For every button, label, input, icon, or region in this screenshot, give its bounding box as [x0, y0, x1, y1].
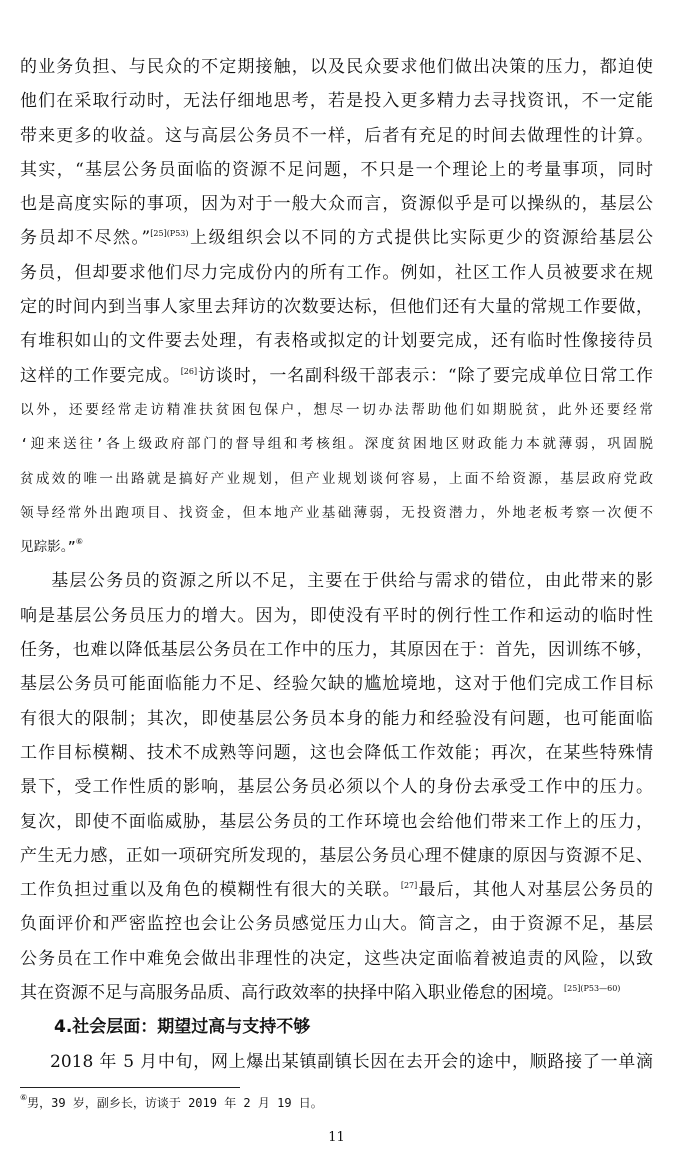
text-line: 其实，“基层公务员面临的资源不足问题，不只是一个理论上的考量事项，同时: [20, 159, 653, 180]
text-line: [20, 564, 653, 598]
citation-ref: [27]: [400, 881, 418, 891]
text-line: [20, 976, 653, 1010]
text-line: 工作目标模糊、技术不成熟等问题，这也会降低工作效能；再次，在某些特殊情: [20, 742, 653, 763]
footnote-divider: [20, 1087, 240, 1088]
paragraph-3: [20, 1045, 653, 1079]
text-line: 定的时间内到当事人家里去拜访的次数要达标，但他们还有大量的常规工作要做，: [20, 297, 653, 318]
text-line: 他们在采取行动时，无法仔细地思考，若是投入更多精力去寻找资讯，不一定能: [20, 91, 653, 112]
quote-line: 贫成效的唯一出路就是搞好产业规划，但产业规划谈何容易，上面不给资源，基层政府党政: [20, 470, 653, 487]
page-number: 11: [328, 1130, 345, 1145]
text-line: 公务员在工作中难免会做出非理性的决定，这些决定面临着被追责的风险，以致: [20, 948, 653, 969]
text-line: [20, 359, 653, 393]
text-line: 务员，但却要求他们尽力完成份内的所有工作。例如，社区工作人员被要求在规: [20, 262, 653, 283]
citation-ref: [25](P53—60): [564, 984, 621, 994]
quote-line: [20, 530, 653, 564]
footnote-text: 男，39 岁，副乡长，访谈于 2019 年 2 月 19 日。: [27, 1096, 323, 1110]
text-run: 其在资源不足与高服务品质、高行政效率的抉择中陷入职业倦怠的困境。: [20, 983, 564, 1004]
section-heading: 4.社会层面：期望过高与支持不够: [54, 1017, 311, 1038]
text-line: 有堆积如山的文件要去处理，有表格或拟定的计划要完成，还有临时性像接待员: [20, 331, 653, 352]
text-run: 见踪影。”: [20, 539, 76, 556]
text-line: 负面评价和严密监控也会让公务员感觉压力山大。简言之，由于资源不足，基层: [20, 914, 653, 935]
paragraph-1: [20, 50, 653, 393]
footnote-marker: ⑥: [20, 1093, 28, 1102]
text-run: 上级组织会以不同的方式提供比实际更少的资源给基层公: [188, 228, 653, 249]
text-run: 这样的工作要完成。: [20, 365, 181, 386]
text-line: [20, 873, 653, 907]
quote-line: 领导经常外出跑项目、找资金，但本地产业基础薄弱，无投资潜力，外地老板考察一次便不: [20, 504, 653, 521]
text-run: 访谈时，一名副科级干部表示：“除了要完成单位日常工作: [197, 365, 653, 386]
text-line: 景下，受工作性质的影响，基层公务员必须以个人的身份去承受工作中的压力。: [20, 777, 653, 798]
text-line: 也是高度实际的事项，因为对于一般大众而言，资源似乎是可以操纵的，基层公: [20, 194, 653, 215]
citation-ref: [25](P53): [150, 229, 189, 239]
text-line: 基层公务员可能面临能力不足、经验欠缺的尴尬境地，这对于他们完成工作目标: [20, 674, 653, 695]
text-line: 的业务负担、与民众的不定期接触，以及民众要求他们做出决策的压力，都迫使: [20, 57, 653, 77]
text-line: 复次，即使不面临威胁，基层公务员的工作环境也会给他们带来工作上的压力，: [20, 811, 653, 832]
text-run: 工作负担过重以及角色的模糊性有很大的关联。: [20, 880, 401, 901]
quote-line: ‘迎来送往’各上级政府部门的督导组和考核组。深度贫困地区财政能力本就薄弱，巩固脱: [20, 436, 653, 453]
text-run: 务员却不尽然。”: [20, 228, 151, 249]
text-line: 产生无力感，正如一项研究所发现的，基层公务员心理不健康的原因与资源不足、: [20, 845, 653, 866]
text-line: [20, 221, 653, 255]
text-line: 有很大的限制；其次，即使基层公务员本身的能力和经验没有问题，也可能面临: [20, 708, 653, 729]
main-text: [20, 50, 653, 1079]
text-line: 带来更多的收益。这与高层公务员不一样，后者有充足的时间去做理性的计算。: [20, 125, 653, 146]
quote-line: 以外，还要经常走访精准扶贫困包保户，想尽一切办法帮助他们如期脱贫，此外还要经常: [20, 401, 653, 418]
text-run: 基层公务员的资源之所以不足，主要在于供给与需求的错位，由此带来的影: [50, 571, 653, 592]
text-run: 2018 年 5 月中旬，网上爆出某镇副镇长因在去开会的途中，顺路接了一单滴: [50, 1051, 653, 1072]
text-line: 响是基层公务员压力的增大。因为，即使没有平时的例行性工作和运动的临时性: [20, 605, 653, 626]
text-run: 最后，其他人对基层公务员的: [417, 880, 653, 901]
paragraph-2: [20, 564, 653, 1010]
citation-ref: [26]: [180, 366, 198, 376]
footnote-ref: ⑥: [75, 537, 83, 547]
interview-quote: [20, 393, 653, 564]
footnote: [20, 1094, 323, 1111]
text-line: 任务，也难以降低基层公务员在工作中的压力，其原因在于：首先，因训练不够，: [20, 640, 653, 661]
